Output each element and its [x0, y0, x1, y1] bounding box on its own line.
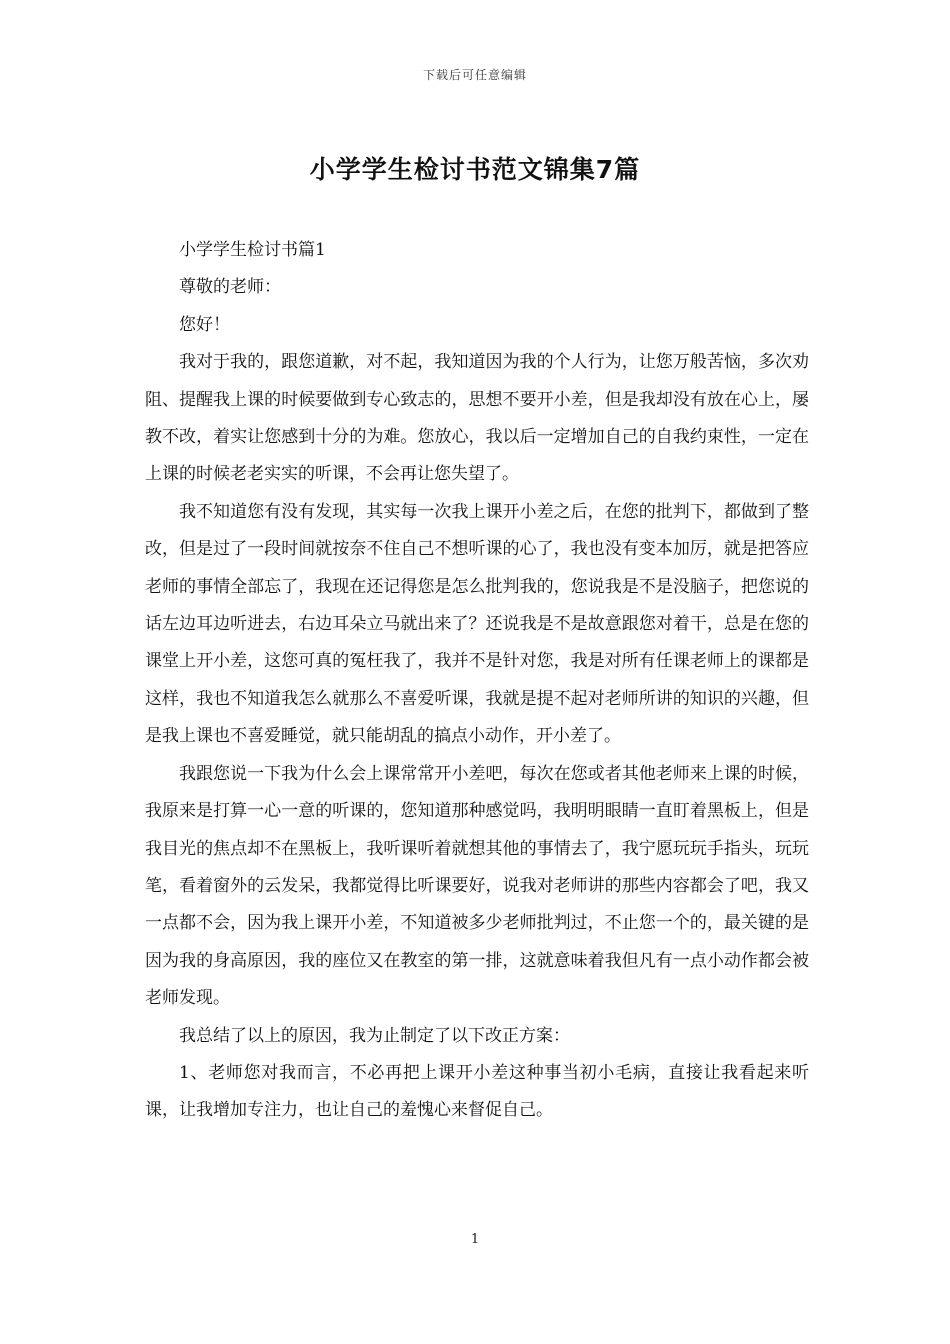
document-title: 小学学生检讨书范文锦集7篇 — [309, 155, 641, 184]
body-paragraph: 我不知道您有没有发现，其实每一次我上课开小差之后，在您的批判下，都做到了整改，但是过了一段时间就按奈不住自己不想听课的心了，我也没有变本加厉，就是把答应老师的事情全部忘了，我现在还记得您是怎么批判我的，您说我是不是没脑子，把您说的话左边耳边听进去，右边耳朵立马就出来了？还说我是不是故意跟您对着干，总是在您的课堂上开小差，这您可真的冤枉我了，我并不是针对您，我是对所有任课老师上的课都是这样，我也不知道我怎么就那么不喜爱听课，我就是提不起对老师所讲的知识的兴趣，但是我上课也不喜爱睡觉，就只能胡乱的搞点小动作，开小差了。 — [145, 501, 809, 747]
list-item: 1、老师您对我而言，不必再把上课开小差这种事当初小毛病，直接让我看起来听课，让我增加专注力，也让自己的羞愧心来督促自己。 — [145, 1062, 809, 1121]
body-paragraph: 我总结了以上的原因，我为止制定了以下改正方案： — [179, 1025, 570, 1046]
body-paragraph: 我对于我的，跟您道歉，对不起，我知道因为我的个人行为，让您万般苦恼，多次劝阻、提醒我上课的时候要做到专心致志的，思想不要开小差，但是我却没有放在心上，屡教不改，着实让您感到十分的为难。您放心，我以后一定增加自己的自我约束性，一定在上课的时候老老实实的听课，不会再让您失望了。 — [145, 352, 809, 485]
section-heading: 小学学生检讨书篇1 — [179, 240, 326, 260]
body-paragraph: 我跟您说一下我为什么会上课常常开小差吧，每次在您或者其他老师来上课的时候，我原来是打算一心一意的听课的，您知道那种感觉吗，我明明眼睛一直盯着黑板上，但是我目光的焦点却不在黑板上，我听课听着就想其他的事情去了，我宁愿玩玩手指头，玩玩笔，看着窗外的云发呆，我都觉得比听课要好，说我对老师讲的那些内容都会了吧，我又一点都不会，因为我上课开小差，不知道被多少老师批判过，不止您一个的，最关键的是因为我的身高原因，我的座位又在教室的第一排，这就意味着我但凡有一点小动作都会被老师发现。 — [145, 763, 809, 1009]
document-body — [145, 232, 809, 1130]
page-number: 1 — [470, 1232, 480, 1247]
salutation: 尊敬的老师： — [179, 277, 281, 298]
greeting: 您好！ — [179, 314, 230, 335]
header-note: 下载后可任意编辑 — [422, 68, 527, 82]
